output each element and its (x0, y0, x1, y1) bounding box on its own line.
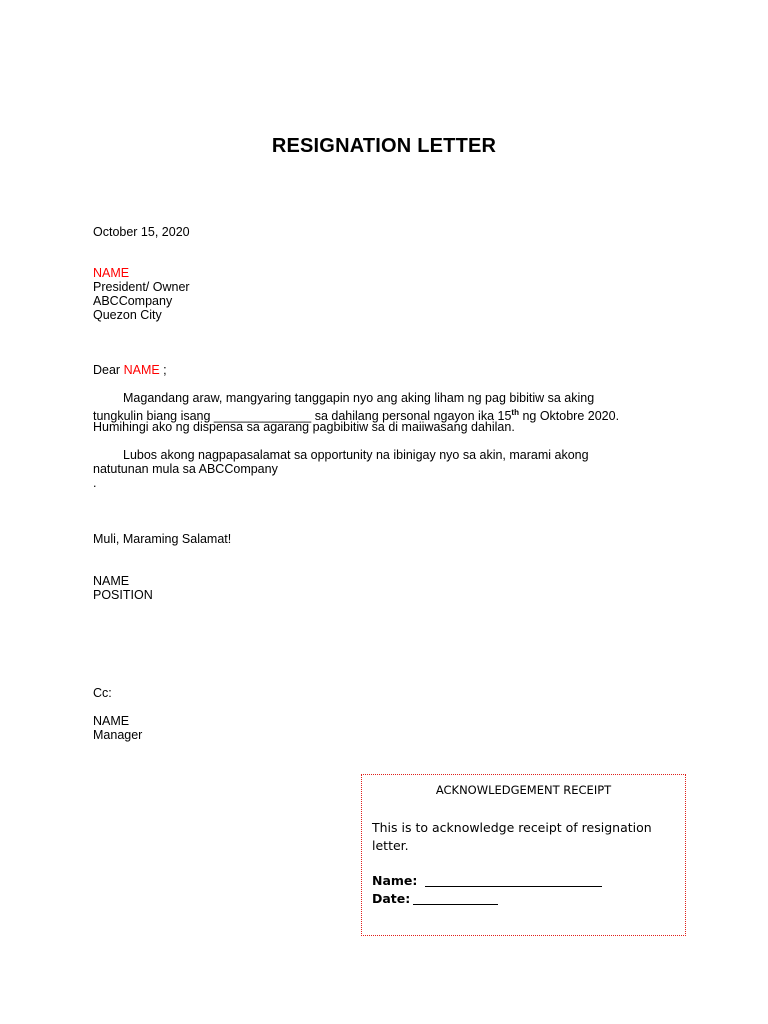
paragraph2-line3: . (93, 476, 97, 490)
receipt-title: ACKNOWLEDGEMENT RECEIPT (435, 783, 612, 797)
paragraph2-line2: natutunan mula sa ABCCompany (93, 462, 278, 476)
paragraph1-line3: Humihingi ako ng dispensa sa agarang pagbibitiw sa di maiiwasang dahilan. (93, 420, 515, 434)
recipient-company: ABCCompany (93, 294, 173, 308)
cc-name: NAME (93, 714, 130, 728)
receipt-date-line[interactable] (413, 904, 498, 905)
receipt-text: This is to acknowledge receipt of resignation letter. (372, 820, 652, 853)
receipt-date-label: Date: (372, 891, 411, 906)
recipient-title: President/ Owner (93, 280, 190, 294)
salutation-prefix: Dear (93, 363, 124, 377)
salutation-name: NAME (123, 363, 160, 377)
closing-line: Muli, Maraming Salamat! (93, 532, 232, 546)
document-title: RESIGNATION LETTER (271, 135, 497, 157)
receipt-name-line[interactable] (425, 886, 602, 887)
cc-label: Cc: (93, 686, 112, 700)
paragraph1-line2: tungkulin biang isang ______________ sa dahilang personal ngayon ika 15th ng Oktobre 2020. (93, 408, 620, 424)
signature-name: NAME (93, 574, 130, 588)
paragraph2-line1: Lubos akong nagpapasalamat sa opportunity na ibinigay nyo sa akin, marami akong (123, 448, 589, 462)
recipient-city: Quezon City (93, 308, 162, 322)
salutation-suffix: ; (159, 363, 167, 377)
acknowledgement-receipt-box (361, 774, 686, 936)
recipient-name: NAME (93, 266, 130, 280)
salutation (93, 363, 167, 378)
paragraph1-line1: Magandang araw, mangyaring tanggapin nyo ang aking liham ng pag bibitiw sa aking (123, 391, 595, 405)
signature-position: POSITION (93, 588, 153, 602)
receipt-name-label: Name: (372, 873, 418, 888)
letter-date: October 15, 2020 (93, 225, 190, 239)
cc-title: Manager (93, 728, 143, 742)
